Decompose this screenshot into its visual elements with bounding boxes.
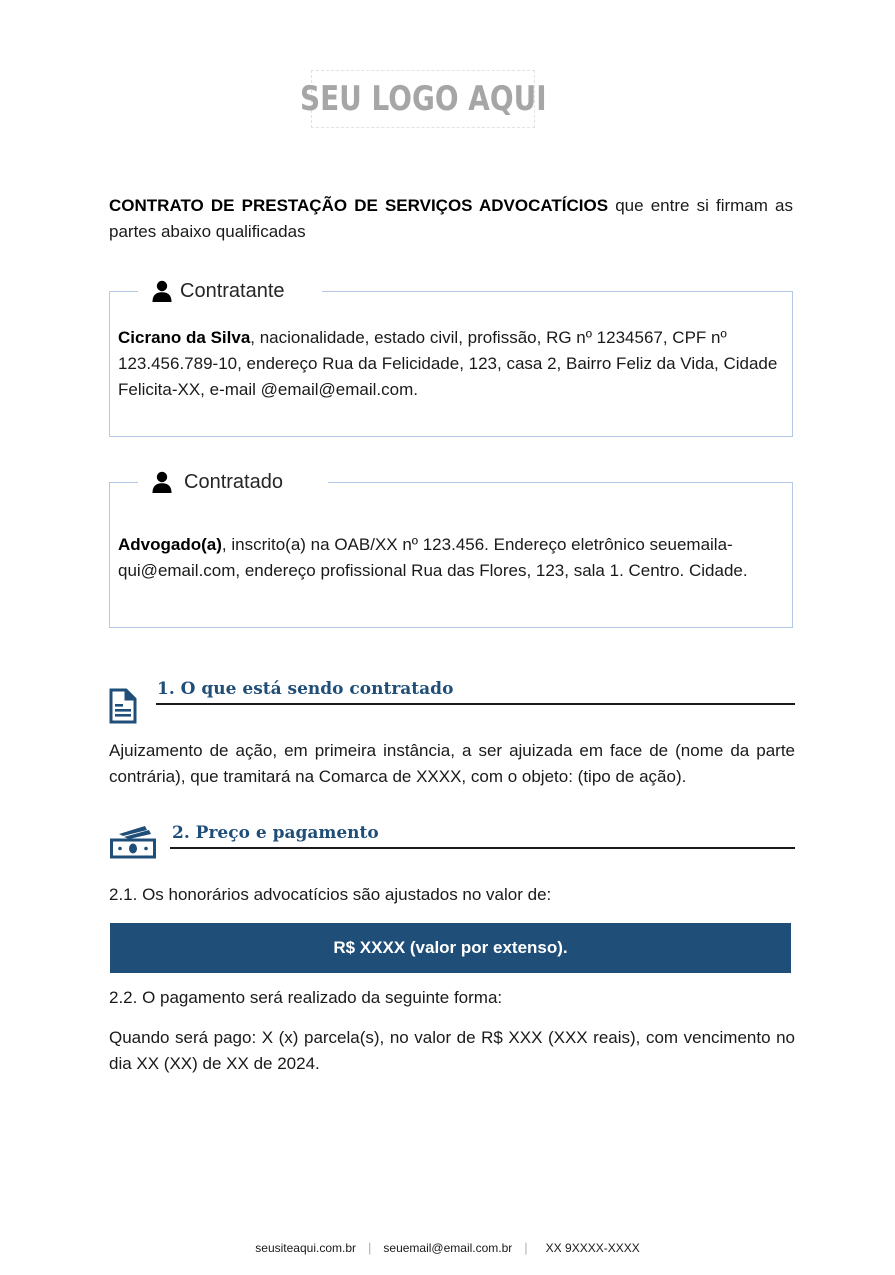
document-icon — [109, 688, 137, 724]
section-2-rule — [170, 847, 795, 849]
section-1-rule — [156, 703, 795, 705]
contract-intro — [109, 193, 793, 245]
section-2-title: 2. Preço e pagamento — [172, 823, 379, 843]
money-icon — [109, 823, 157, 859]
price-value: R$ XXXX (valor por extenso). — [333, 938, 568, 957]
contratante-legend — [138, 276, 322, 306]
footer-website: seusiteaqui.com.br — [255, 1240, 356, 1255]
contratante-box — [109, 279, 793, 437]
footer-email: seuemail@email.com.br — [383, 1240, 513, 1255]
price-banner — [110, 923, 791, 973]
contratante-name: Cicrano da Silva — [118, 328, 251, 347]
contract-title: CONTRATO DE PRESTAÇÃO DE SERVIÇOS ADVOCATÍCIOS — [109, 196, 609, 215]
section-2-heading — [109, 820, 795, 864]
contratado-label: Contratado — [184, 470, 283, 493]
section-1-heading — [109, 676, 795, 720]
logo-placeholder — [299, 70, 547, 128]
contratante-details — [118, 325, 778, 403]
footer-separator: | — [368, 1240, 372, 1255]
contratado-legend — [138, 467, 328, 497]
payment-terms: Quando será pago: X (x) parcela(s), no valor de R$ XXX (XXX reais), com vencimento no dia XX (XX) de XX de 2024. — [109, 1028, 795, 1073]
clause-2-2: 2.2. O pagamento será realizado da seguinte forma: — [109, 988, 503, 1007]
person-icon — [152, 280, 172, 302]
page-footer — [0, 1240, 895, 1255]
clause-2-1: 2.1. Os honorários advocatícios são ajustados no valor de: — [109, 885, 552, 904]
footer-separator: | — [524, 1240, 528, 1255]
contratante-info: , nacionalidade, estado civil, profissão, RG nº 1234567, CPF nº 123.456.789-10, endereço Rua da Felicidade, 123, casa 2, Bairro Feliz da Vida, Cidade Felicita-XX, e-mail @email@email.com. — [118, 328, 778, 399]
footer-phone: XX 9XXXX-XXXX — [545, 1240, 640, 1255]
contratado-name: Advogado(a) — [118, 535, 222, 554]
contratado-box — [109, 470, 793, 628]
contratado-info: , inscrito(a) na OAB/XX nº 123.456. Endereço eletrônico seuemailaqui@email.com, endereço profissional Rua das Flores, 123, sala 1. Centro. Cidade. — [118, 535, 748, 580]
section-1-paragraph: Ajuizamento de ação, em primeira instância, a ser ajuizada em face de (nome da parte contrária), que tramitará na Comarca de XXXX, com o objeto: (tipo de ação). — [109, 741, 795, 786]
logo-text: SEU LOGO AQUI — [299, 79, 547, 119]
contract-subtitle: que entre si firmam as partes abaixo qualificadas — [109, 196, 793, 241]
contratado-details — [118, 532, 778, 584]
section-1-title: 1. O que está sendo contratado — [157, 679, 454, 699]
person-icon — [152, 471, 172, 493]
contratante-label: Contratante — [180, 279, 285, 302]
